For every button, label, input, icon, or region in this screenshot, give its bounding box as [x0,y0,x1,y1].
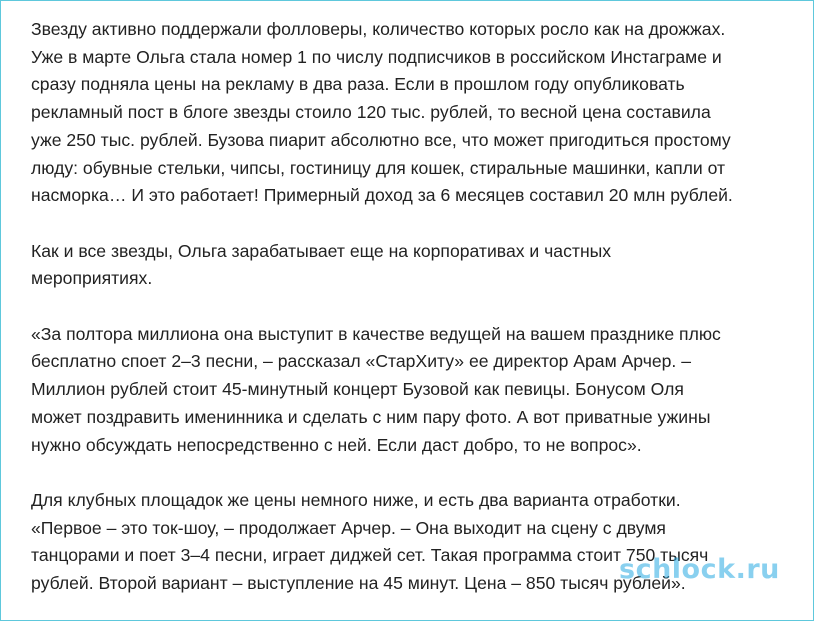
text-line: Как и все звезды, Ольга зарабатывает еще на корпоративах и частных [31,240,612,261]
paragraph-director-quote [31,321,801,460]
article-body [31,16,801,621]
text-line: Звезду активно поддержали фолловеры, количество которых росло как на дрожжах. [31,19,726,39]
paragraph-followers [31,16,801,210]
text-line: сразу подняла цены на рекламу в два раза. Если в прошлом году опубликовать [31,74,685,95]
text-line: рублей. Второй вариант – выступление на 45 минут. Цена – 850 тысяч рублей». [31,573,686,594]
text-line: бесплатно споет 2–3 песни, – рассказал «СтарХиту» ее директор Арам Арчер. – [31,351,691,372]
text-line: мероприятиях. [31,268,153,289]
text-line: «За полтора миллиона она выступит в качестве ведущей на вашем празднике плюс [31,323,721,344]
text-line: люду: обувные стельки, чипсы, гостиницу для кошек, стиральные машинки, капли от [31,157,726,178]
paragraph-corporate-events [31,238,801,293]
text-line: нужно обсуждать непосредственно с ней. Если даст добро, то не вопрос». [31,434,642,455]
text-line: Для клубных площадок же цены немного ниже, и есть два варианта отработки. [31,489,681,510]
text-line: Уже в марте Ольга стала номер 1 по числу подписчиков в российском Инстаграме и [31,46,722,67]
text-line: может поздравить именинника и сделать с ним пару фото. А вот приватные ужины [31,406,711,427]
text-line: насморка… И это работает! Примерный доход за 6 месяцев составил 20 млн рублей. [31,185,733,206]
text-line: рекламный пост в блоге звезды стоило 120 тыс. рублей, то весной цена составила [31,102,711,123]
text-line: Миллион рублей стоит 45-минутный концерт Бузовой как певицы. Бонусом Оля [31,379,684,400]
text-line: «Первое – это ток-шоу, – продолжает Арчер. – Она выходит на сцену с двумя [31,517,666,538]
site-watermark: schlock.ru [619,554,780,585]
text-line: уже 250 тыс. рублей. Бузова пиарит абсолютно все, что может пригодиться простому [31,129,731,150]
text-line: танцорами и поет 3–4 песни, играет диджей сет. Такая программа стоит 750 тысяч [31,545,709,566]
